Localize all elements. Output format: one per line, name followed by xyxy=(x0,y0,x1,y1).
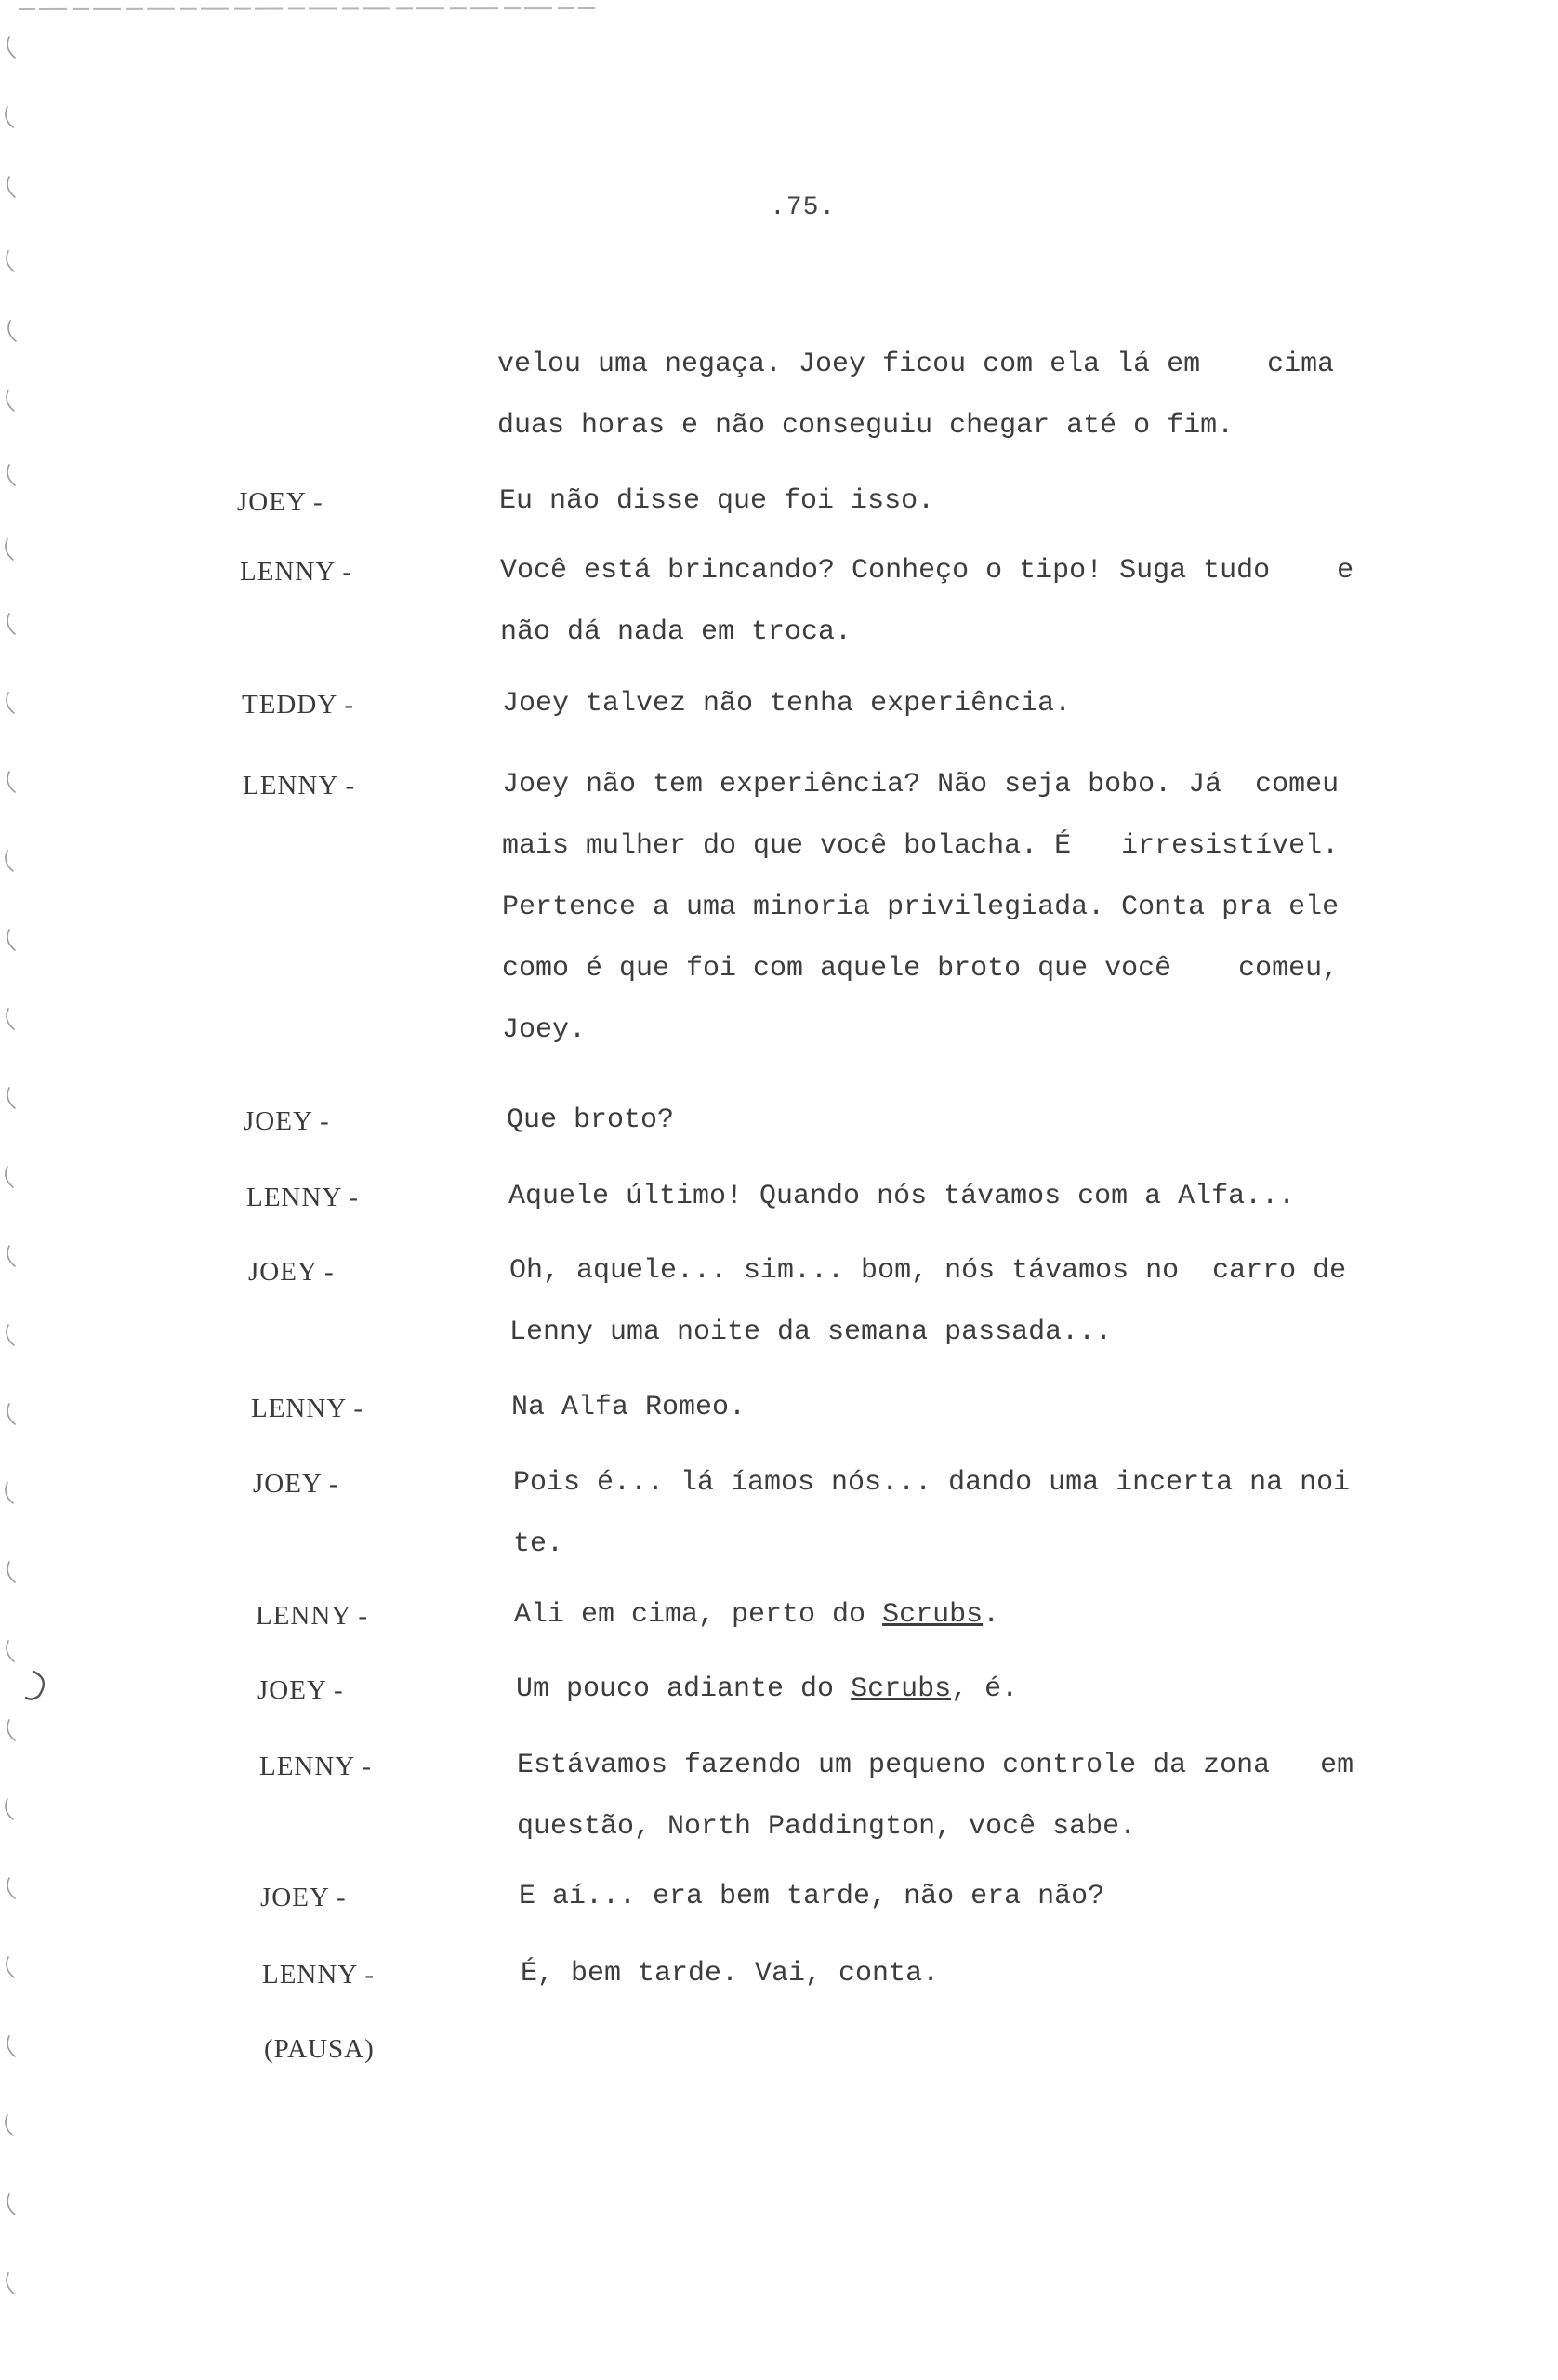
dialogue-line: Aquele último! Quando nós távamos com a Alfa... xyxy=(508,1181,1296,1212)
dialogue-line: Que broto? xyxy=(507,1104,675,1136)
dialogue-line: Joey talvez não tenha experiência. xyxy=(502,688,1072,720)
speaker-label: JOEY - xyxy=(253,1469,339,1499)
speaker-label: LENNY - xyxy=(259,1752,373,1781)
dialogue-line: Joey não tem experiência? Não seja bobo. Já comeu xyxy=(502,769,1340,800)
dialogue-line: Joey. xyxy=(502,1014,587,1046)
speaker-label: TEDDY - xyxy=(242,690,355,720)
top-edge-mark xyxy=(19,7,595,11)
dialogue-line: te. xyxy=(513,1528,564,1560)
dialogue-line: velou uma negaça. Joey ficou com ela lá em cima xyxy=(497,349,1335,380)
dialogue-line: questão, North Paddington, você sabe. xyxy=(517,1811,1137,1843)
speaker-label: JOEY - xyxy=(248,1257,335,1287)
speaker-label: JOEY - xyxy=(237,487,323,517)
dialogue-line: Eu não disse que foi isso. xyxy=(499,485,935,517)
speaker-label: LENNY - xyxy=(251,1394,364,1423)
dialogue-line: não dá nada em troca. xyxy=(500,616,852,648)
speaker-label: LENNY - xyxy=(256,1601,369,1631)
dialogue-line: Pertence a uma minoria privilegiada. Conta pra ele xyxy=(502,892,1340,923)
page-number: .75. xyxy=(770,193,837,222)
dialogue-line: Na Alfa Romeo. xyxy=(511,1392,746,1423)
speaker-label: JOEY - xyxy=(257,1675,344,1705)
speaker-label: LENNY - xyxy=(262,1960,376,1990)
dialogue-line: Um pouco adiante do Scrubs, é. xyxy=(516,1673,1019,1705)
dialogue-line: Você está brincando? Conheço o tipo! Suga tudo e xyxy=(500,555,1354,587)
dialogue-line: Pois é... lá íamos nós... dando uma incerta na noi xyxy=(513,1467,1351,1499)
dialogue-line: mais mulher do que você bolacha. É irresistível. xyxy=(502,830,1340,862)
dialogue-line: Lenny uma noite da semana passada... xyxy=(509,1316,1113,1348)
dialogue-line: como é que foi com aquele broto que você comeu, xyxy=(502,953,1340,985)
speaker-label: JOEY - xyxy=(260,1883,347,1912)
binding-edge-marks xyxy=(0,0,65,2380)
speaker-label: (PAUSA) xyxy=(264,2034,375,2064)
dialogue-line: Estávamos fazendo um pequeno controle da zona em xyxy=(517,1750,1354,1781)
speaker-label: LENNY - xyxy=(246,1183,360,1212)
speaker-label: LENNY - xyxy=(243,771,356,800)
speaker-label: LENNY - xyxy=(240,557,353,587)
dialogue-line: duas horas e não conseguiu chegar até o fim. xyxy=(497,410,1235,442)
dialogue-line: E aí... era bem tarde, não era não? xyxy=(519,1881,1105,1912)
dialogue-line: Oh, aquele... sim... bom, nós távamos no carro de xyxy=(509,1255,1347,1287)
dialogue-line: É, bem tarde. Vai, conta. xyxy=(521,1958,940,1990)
speaker-label: JOEY - xyxy=(244,1106,330,1136)
dialogue-line: Ali em cima, perto do Scrubs. xyxy=(514,1599,1000,1631)
